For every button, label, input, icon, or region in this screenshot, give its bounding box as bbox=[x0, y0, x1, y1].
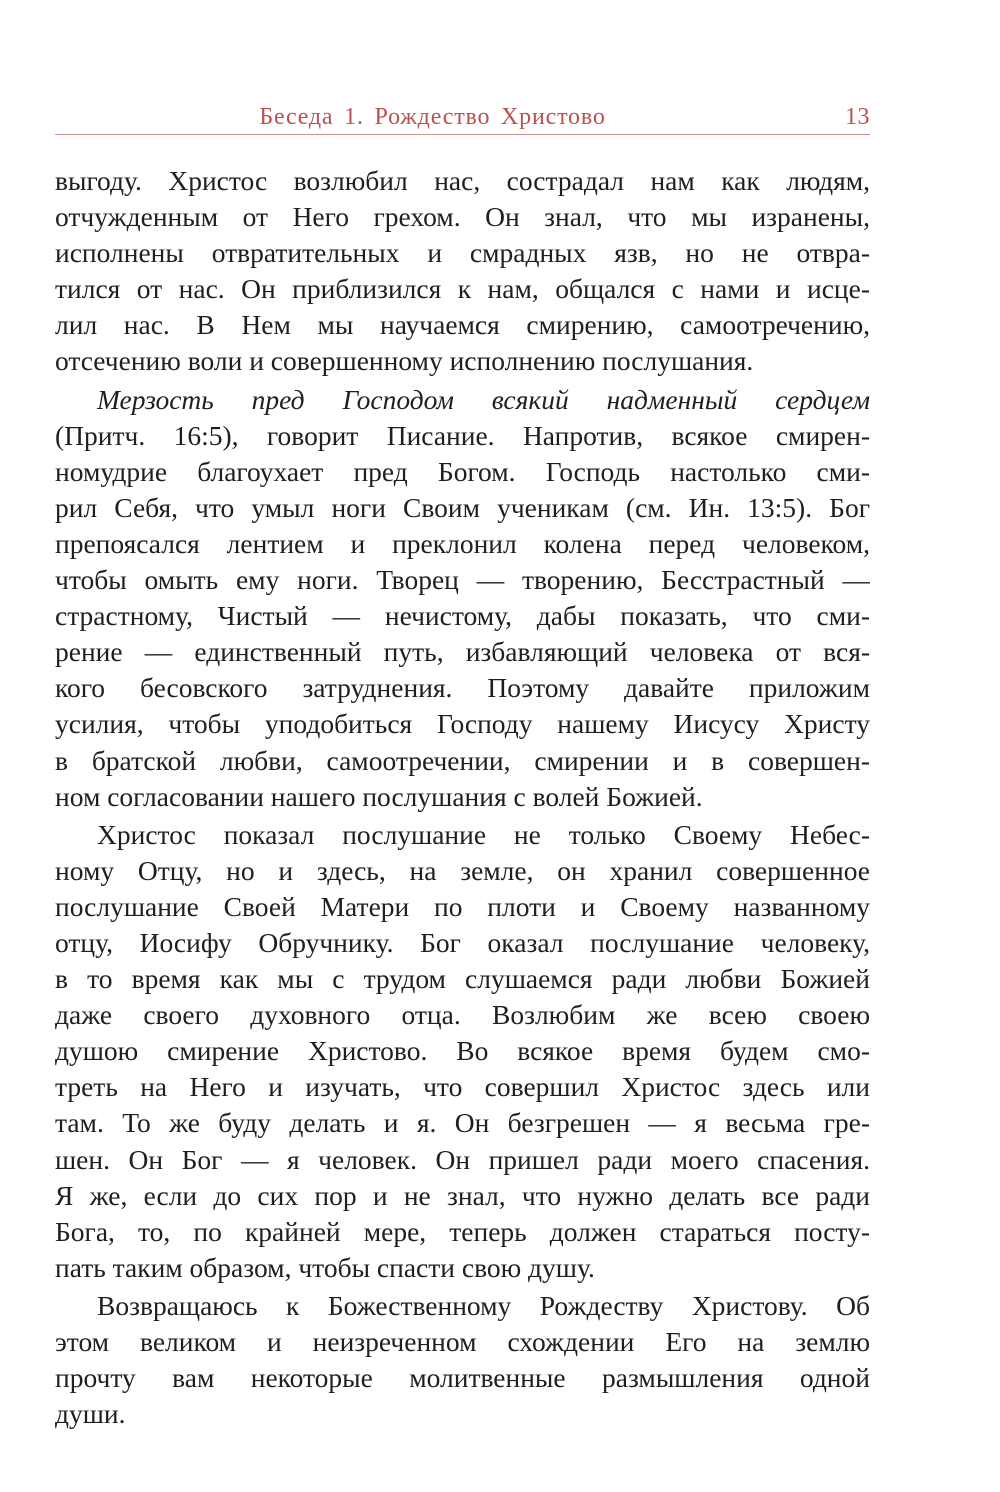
text-line: душою смирение Христово. Во всякое время будем смо- bbox=[55, 1035, 870, 1067]
text-line: лил нас. В Нем мы научаемся смирению, самоотречению, bbox=[55, 309, 870, 341]
text-line: номудрие благоухает пред Богом. Господь настолько сми- bbox=[55, 455, 870, 487]
text-line: души. bbox=[55, 1398, 126, 1430]
text-line: страстному, Чистый — нечистому, дабы показать, что сми- bbox=[55, 600, 870, 632]
text-line: Я же, если до сих пор и не знал, что нужно делать все ради bbox=[55, 1179, 870, 1211]
text-line: пать таким образом, чтобы спасти свою душу. bbox=[55, 1251, 595, 1283]
page-number: 13 bbox=[845, 104, 870, 130]
text-line: Возвращаюсь к Божественному Рождеству Христову. Об bbox=[97, 1289, 870, 1321]
text-line: рил Себя, что умыл ноги Своим ученикам (см. Ин. 13:5). Бог bbox=[55, 491, 870, 523]
text-line: шен. Он Бог — я человек. Он пришел ради моего спасения. bbox=[55, 1143, 870, 1175]
running-header bbox=[55, 100, 870, 135]
text-line: исполнены отвратительных и смрадных язв, но не отвра- bbox=[55, 237, 870, 269]
text-line: выгоду. Христос возлюбил нас, сострадал нам как людям, bbox=[55, 165, 870, 196]
paragraph-1 bbox=[55, 163, 870, 380]
text-line: кого бесовского затруднения. Поэтому давайте приложим bbox=[55, 672, 870, 704]
text-line: послушание Своей Матери по плоти и Своему названному bbox=[55, 890, 870, 922]
paragraph-2 bbox=[55, 382, 870, 815]
text-line: там. То же буду делать и я. Он безгрешен — я весьма гре- bbox=[55, 1107, 870, 1139]
running-title: Беседа 1. Рождество Христово bbox=[259, 104, 606, 130]
text-line: (Притч. 16:5), говорит Писание. Напротив, всякое смирен- bbox=[55, 419, 870, 451]
text-line: Бога, то, по крайней мере, теперь должен стараться посту- bbox=[55, 1215, 870, 1247]
text-line: усилия, чтобы уподобиться Господу нашему Иисусу Христу bbox=[55, 708, 870, 740]
text-line: треть на Него и изучать, что совершил Христос здесь или bbox=[55, 1071, 870, 1103]
text-line: препоясался лентием и преклонил колена перед человеком, bbox=[55, 527, 870, 559]
text-line: ном согласовании нашего послушания с волей Божией. bbox=[55, 780, 703, 812]
text-line: этом великом и неизреченном схождении Его на землю bbox=[55, 1326, 870, 1357]
text-line: прочту вам некоторые молитвенные размышления одной bbox=[55, 1362, 870, 1394]
text-line: рение — единственный путь, избавляющий человека от вся- bbox=[55, 636, 870, 668]
text-line: даже своего духовного отца. Возлюбим же всею своею bbox=[55, 999, 870, 1031]
text-line: отчужденным от Него грехом. Он знал, что мы изранены, bbox=[55, 201, 870, 233]
scripture-quote: Мерзость пред Господом всякий надменный сердцем bbox=[97, 383, 870, 415]
text-line: в то время как мы с трудом слушаемся ради любви Божией bbox=[55, 963, 870, 995]
text-line: чтобы омыть ему ноги. Творец — творению, Бесстрастный — bbox=[55, 564, 870, 596]
body-text bbox=[55, 163, 870, 1432]
text-line: тился от нас. Он приблизился к нам, общался с нами и исце- bbox=[55, 273, 870, 305]
text-line: отсечению воли и совершенному исполнению послушания. bbox=[55, 345, 754, 377]
text-line: отцу, Иосифу Обручнику. Бог оказал послушание человеку, bbox=[55, 926, 870, 958]
text-line: в братской любви, самоотречении, смирении и в совершен- bbox=[55, 744, 870, 776]
text-line: Христос показал послушание не только Своему Небес- bbox=[97, 818, 870, 850]
text-line: ному Отцу, но и здесь, на земле, он хранил совершенное bbox=[55, 854, 870, 886]
paragraph-3 bbox=[55, 817, 870, 1286]
paragraph-4 bbox=[55, 1288, 870, 1432]
